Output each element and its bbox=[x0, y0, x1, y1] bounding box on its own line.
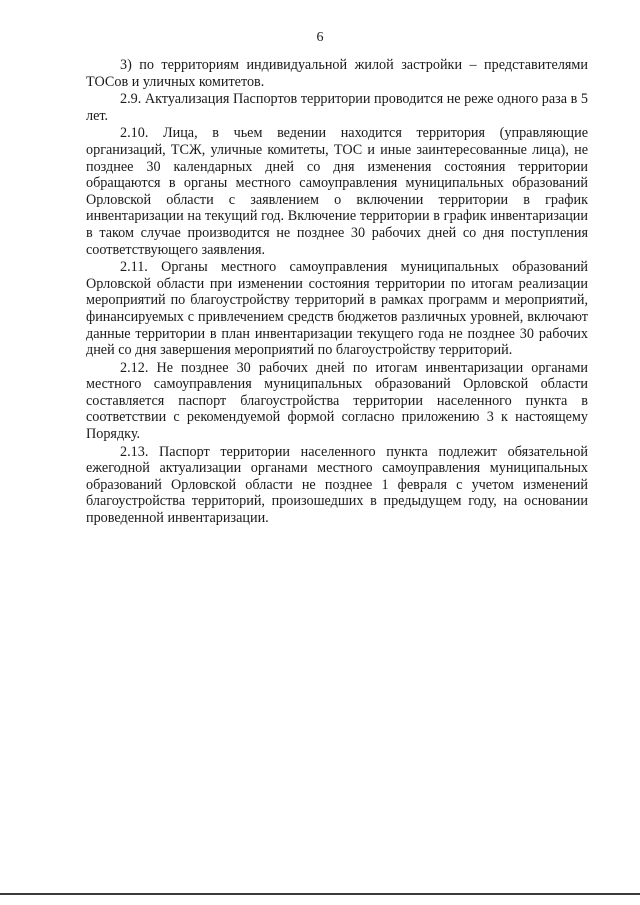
paragraph-2-12: 2.12. Не позднее 30 рабочих дней по итогам инвентаризации органами местного самоуправления муниципальных образований Орловской области составляется паспорт благоустройства территории населенного пункта в соответствии с рекомендуемой формой согласно приложению 3 к настоящему Порядку. bbox=[86, 359, 588, 443]
paragraph-2-9: 2.9. Актуализация Паспортов территории проводится не реже одного раза в 5 лет. bbox=[86, 91, 588, 124]
document-body bbox=[86, 57, 588, 528]
paragraph-2-10: 2.10. Лица, в чьем ведении находится территория (управляющие организаций, ТСЖ, уличные комитеты, ТОС и иные заинтересованные лица), не позднее 30 календарных дней со дня изменения состояния территории обращаются в органы местного самоуправления муниципальных образований Орловской области с заявлением о включении территории в график инвентаризации на текущий год. Включение территории в график инвентаризации в таком случае производится не позднее 30 рабочих дней со дня поступления соответствующего заявления. bbox=[86, 125, 588, 258]
paragraph-item-3: 3) по территориям индивидуальной жилой застройки – представителями ТОСов и уличных комитетов. bbox=[86, 57, 588, 90]
page-number: 6 bbox=[316, 30, 324, 45]
paragraph-2-13: 2.13. Паспорт территории населенного пункта подлежит обязательной ежегодной актуализации органами местного самоуправления муниципальных образований Орловской области не позднее 1 февраля с учетом изменений благоустройства территорий, произошедших в предыдущем году, на основании проведенной инвентаризации. bbox=[86, 443, 588, 527]
page-bottom-edge bbox=[0, 893, 640, 895]
paragraph-2-11: 2.11. Органы местного самоуправления муниципальных образований Орловской области при изменении состояния территории по итогам реализации мероприятий по благоустройству территорий в рамках программ и мероприятий, финансируемых с привлечением средств бюджетов различных уровней, включают данные территории в план инвентаризации текущего года не позднее 30 рабочих дней со дня завершения мероприятий по благоустройству территорий. bbox=[86, 259, 588, 359]
